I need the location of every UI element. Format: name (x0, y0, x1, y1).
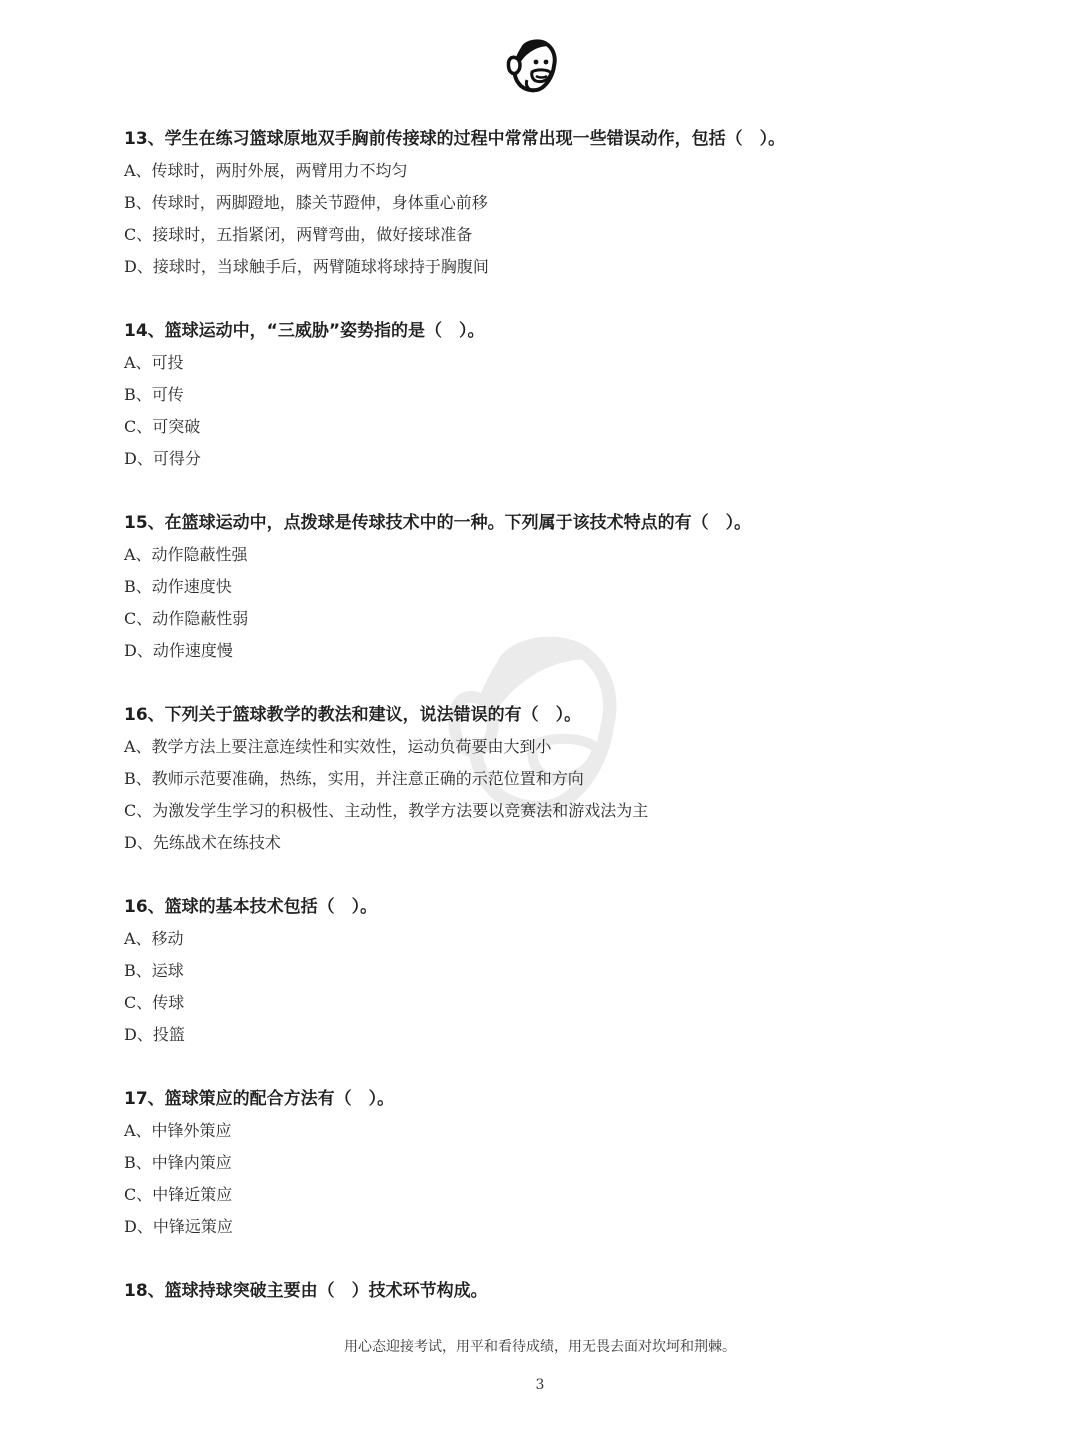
option-d: D、投篮 (124, 1025, 185, 1044)
option-a: A、可投 (124, 353, 184, 372)
option-a: A、中锋外策应 (124, 1121, 232, 1140)
option-a: A、动作隐蔽性强 (124, 545, 248, 564)
option-d: D、接球时，当球触手后，两臂随球将球持于胸腹间 (124, 257, 489, 276)
option-c: C、动作隐蔽性弱 (124, 609, 249, 628)
question-18 (124, 1275, 984, 1307)
question-title: 15、在篮球运动中，点拨球是传球技术中的一种。下列属于该技术特点的有（ ）。 (124, 513, 752, 533)
question-title: 18、篮球持球突破主要由（ ）技术环节构成。 (124, 1281, 488, 1301)
option-c: C、可突破 (124, 417, 201, 436)
page-number: 3 (535, 1377, 545, 1393)
question-title: 16、篮球的基本技术包括（ ）。 (124, 897, 378, 917)
question-14 (124, 315, 984, 475)
question-list (124, 123, 984, 1339)
option-b: B、中锋内策应 (124, 1153, 232, 1172)
question-title: 16、下列关于篮球教学的教法和建议，说法错误的有（ ）。 (124, 705, 582, 725)
option-c: C、为激发学生学习的积极性、主动性，教学方法要以竞赛法和游戏法为主 (124, 801, 649, 820)
option-d: D、可得分 (124, 449, 201, 468)
option-b: B、可传 (124, 385, 184, 404)
question-16-teaching (124, 699, 984, 859)
option-d: D、动作速度慢 (124, 641, 233, 660)
option-d: D、先练战术在练技术 (124, 833, 281, 852)
question-title: 13、学生在练习篮球原地双手胸前传接球的过程中常常出现一些错误动作，包括（ ）。 (124, 129, 786, 149)
option-b: B、动作速度快 (124, 577, 232, 596)
question-title: 17、篮球策应的配合方法有（ ）。 (124, 1089, 395, 1109)
question-title: 14、篮球运动中，“三威胁”姿势指的是（ ）。 (124, 321, 485, 341)
option-c: C、中锋近策应 (124, 1185, 233, 1204)
chimp-head-icon (503, 36, 565, 94)
question-15 (124, 507, 984, 667)
option-b: B、传球时，两脚蹬地，膝关节蹬伸，身体重心前移 (124, 193, 488, 212)
option-b: B、运球 (124, 961, 184, 980)
option-a: A、传球时，两肘外展，两臂用力不均匀 (124, 161, 408, 180)
option-a: A、教学方法上要注意连续性和实效性，运动负荷要由大到小 (124, 737, 552, 756)
question-17 (124, 1083, 984, 1243)
option-a: A、移动 (124, 929, 184, 948)
question-16-basic-skills (124, 891, 984, 1051)
option-b: B、教师示范要准确，热练，实用，并注意正确的示范位置和方向 (124, 769, 584, 788)
option-c: C、接球时，五指紧闭，两臂弯曲，做好接球准备 (124, 225, 473, 244)
option-c: C、传球 (124, 993, 185, 1012)
option-d: D、中锋远策应 (124, 1217, 233, 1236)
question-13 (124, 123, 984, 283)
footer-motto: 用心态迎接考试，用平和看待成绩，用无畏去面对坎坷和荆棘。 (344, 1339, 736, 1355)
